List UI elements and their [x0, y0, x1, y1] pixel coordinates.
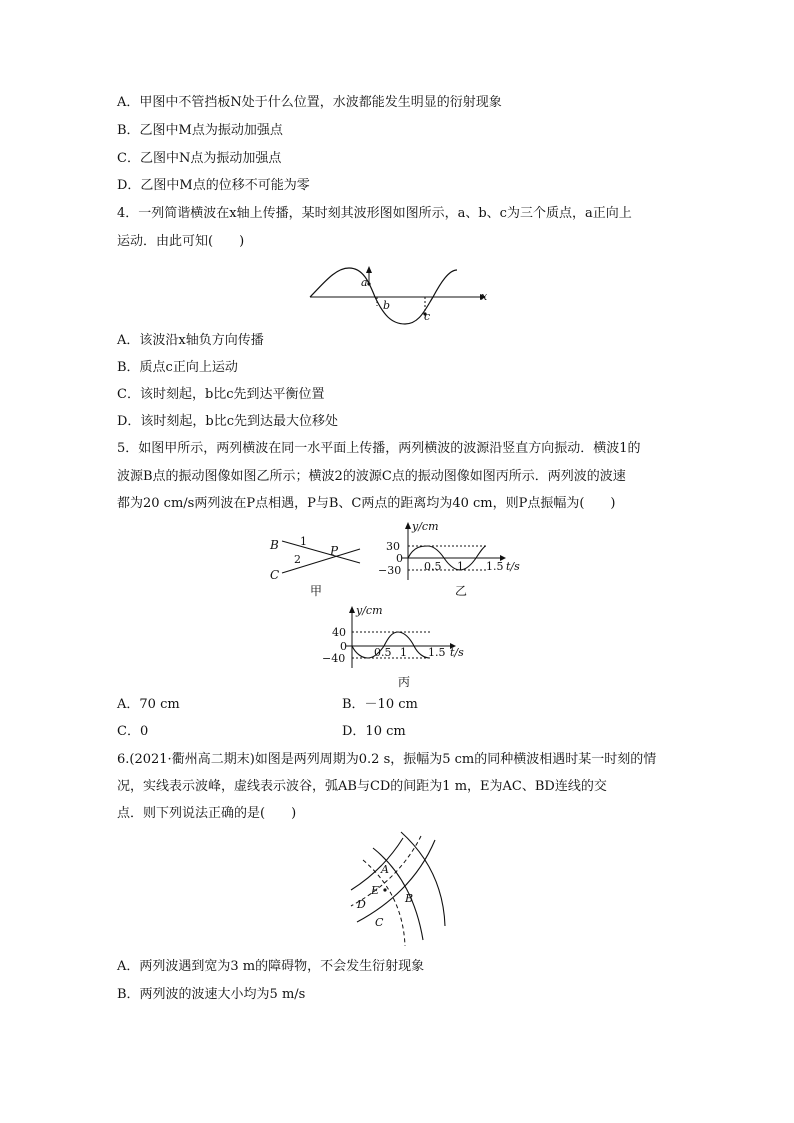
q5-figure-bing	[322, 604, 480, 670]
q5-bing-t2: 1	[400, 646, 407, 659]
q5-label-p: P	[330, 544, 339, 558]
q4-stem-line1: 4．一列简谐横波在x轴上传播，某时刻其波形图如图所示，a、b、c为三个质点，a正向上	[117, 206, 632, 221]
q5-yi-t1: 0.5	[424, 560, 442, 573]
q6-label-e: E	[371, 884, 380, 897]
q5-caption-jia: 甲	[310, 584, 323, 598]
q4-stem-line2: 运动．由此可知( )	[117, 234, 245, 249]
q6-label-a: A	[381, 863, 389, 876]
q6-stem-line2: 况，实线表示波峰，虚线表示波谷，弧AB与CD的间距为1 m，E为AC、BD连线的交	[117, 779, 607, 794]
q3-option-c: C．乙图中N点为振动加强点	[117, 151, 282, 166]
q6-wavefront-figure	[343, 830, 453, 950]
q5-stem-line3: 都为20 cm/s两列波在P点相遇，P与B、C两点的距离均为40 cm，则P点振幅为( )	[117, 496, 616, 511]
q5-bing-ybot: −40	[322, 652, 346, 665]
q5-caption-yi: 乙	[455, 584, 468, 598]
q5-option-d: D．10 cm	[342, 724, 406, 739]
q6-stem-line1: 6.(2021·衢州高二期末)如图是两列周期为0.2 s，振幅为5 cm的同种横波相遇时某一时刻的情	[117, 752, 657, 767]
q6-label-b: B	[405, 892, 414, 905]
q5-option-a: A．70 cm	[117, 697, 180, 712]
q4-option-c: C．该时刻起，b比c先到达平衡位置	[117, 387, 325, 402]
q6-crest-arc-2	[357, 840, 435, 922]
q5-option-b: B．－10 cm	[342, 697, 418, 712]
q4-label-x: x	[481, 290, 488, 303]
q5-bing-ylabel: y/cm	[356, 604, 383, 617]
q5-yi-t3: 1.5	[486, 560, 504, 573]
q5-label-b: B	[270, 538, 279, 552]
q4-label-b: b	[383, 299, 391, 312]
q3-option-a: A．甲图中不管挡板N处于什么位置，水波都能发生明显的衍射现象	[117, 95, 502, 110]
q4-point-a	[367, 282, 370, 285]
q5-caption-bing: 丙	[398, 675, 411, 689]
q3-option-d: D．乙图中M点的位移不可能为零	[117, 178, 310, 193]
q5-stem-line1: 5．如图甲所示，两列横波在同一水平面上传播，两列横波的波源沿竖直方向振动．横波1的	[117, 441, 641, 456]
q6-option-a: A．两列波遇到宽为3 m的障碍物，不会发生衍射现象	[117, 959, 425, 974]
q6-label-c: C	[375, 916, 384, 929]
q5-bing-yzero: 0	[340, 640, 347, 653]
q3-option-b: B．乙图中M点为振动加强点	[117, 123, 283, 138]
q5-option-c: C．0	[117, 724, 149, 739]
q4-wave-curve	[310, 268, 457, 324]
q5-figure-jia	[268, 533, 378, 593]
q5-label-c: C	[270, 568, 280, 582]
q5-bing-ytop: 40	[332, 626, 346, 639]
q4-option-b: B．质点c正向上运动	[117, 360, 238, 375]
q5-yi-ylabel: y/cm	[412, 520, 439, 533]
q5-bing-tlabel: t/s	[450, 646, 464, 659]
q5-bing-t1: 0.5	[374, 646, 392, 659]
q5-label-wave1: 1	[300, 535, 307, 548]
q6-option-b: B．两列波的波速大小均为5 m/s	[117, 987, 306, 1002]
q5-bing-t3: 1.5	[428, 646, 446, 659]
q4-label-c: c	[424, 310, 431, 323]
q6-crest-arc-1	[351, 838, 403, 890]
q5-label-wave2: 2	[294, 553, 301, 566]
q6-stem-line3: 点．则下列说法正确的是( )	[117, 806, 297, 821]
q4-option-a: A．该波沿x轴负方向传播	[117, 333, 264, 348]
q5-stem-line2: 波源B点的振动图像如图乙所示；横波2的波源C点的振动图像如图丙所示．两列波的波速	[117, 469, 626, 484]
q5-figure-yi	[372, 520, 520, 582]
q5-yi-ytop: 30	[386, 540, 400, 553]
q5-yi-yzero: 0	[396, 552, 403, 565]
q4-option-d: D．该时刻起，b比c先到达最大位移处	[117, 414, 339, 429]
q5-yi-tlabel: t/s	[506, 560, 520, 573]
q5-yi-ybot: −30	[378, 564, 402, 577]
q6-point-e	[383, 888, 386, 891]
q4-velocity-arrowhead	[366, 266, 372, 273]
q4-wave-figure	[305, 262, 505, 332]
q4-label-a: a	[361, 276, 368, 289]
q5-yi-t2: 1	[457, 560, 464, 573]
q6-label-d: D	[357, 898, 366, 911]
q6-crest-arc-4	[401, 832, 445, 926]
